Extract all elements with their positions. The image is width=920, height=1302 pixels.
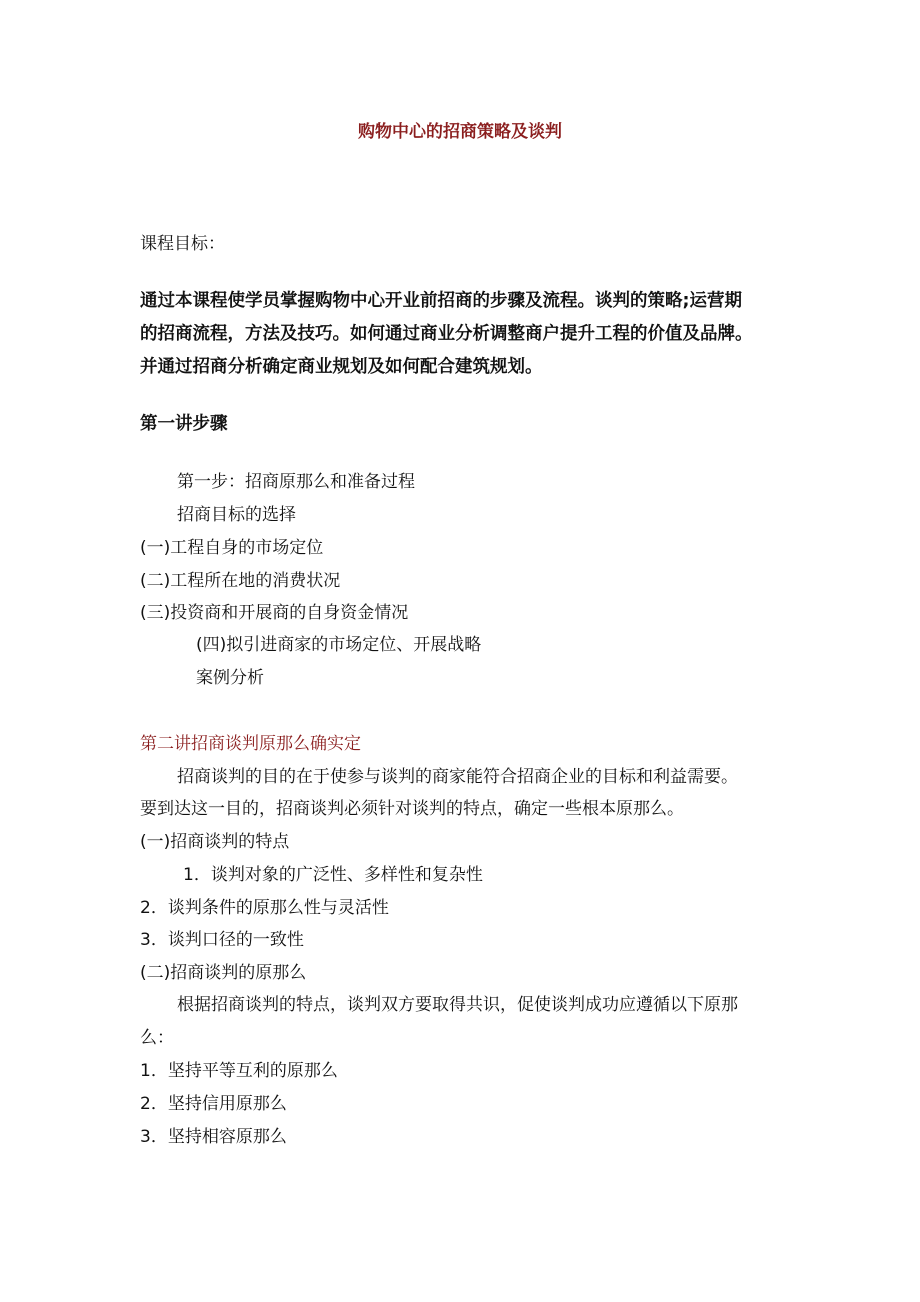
goal-paragraph-line: 通过本课程使学员掌握购物中心开业前招商的步骤及流程。谈判的策略;运营期 (140, 291, 742, 311)
lecture1-item: (三)投资商和开展商的自身资金情况 (140, 603, 409, 623)
section1-item: 1．谈判对象的广泛性、多样性和复杂性 (183, 865, 483, 885)
lecture1-case: 案例分析 (196, 668, 264, 688)
lecture2-heading: 第二讲招商谈判原那么确实定 (140, 734, 361, 754)
lecture1-heading: 第一讲步骤 (140, 414, 228, 434)
lecture2-intro-line: 要到达这一目的，招商谈判必须针对谈判的特点，确定一些根本原那么。 (140, 799, 684, 819)
lecture1-item: (四)拟引进商家的市场定位、开展战略 (196, 635, 482, 655)
section1-item: 3．谈判口径的一致性 (140, 930, 304, 950)
document-title: 购物中心的招商策略及谈判 (358, 122, 562, 142)
section2-intro-line: 么： (140, 1028, 174, 1048)
goal-paragraph-line: 的招商流程，方法及技巧。如何通过商业分析调整商户提升工程的价值及品牌。 (140, 324, 753, 344)
lecture1-step1: 第一步：招商原那么和准备过程 (177, 472, 415, 492)
lecture1-item: (一)工程自身的市场定位 (140, 538, 324, 558)
section2-item: 2．坚持信用原那么 (140, 1094, 287, 1114)
lecture1-item: (二)工程所在地的消费状况 (140, 571, 341, 591)
lecture2-intro-line: 招商谈判的目的在于使参与谈判的商家能符合招商企业的目标和利益需要。 (177, 767, 738, 787)
section1-item: 2．谈判条件的原那么性与灵活性 (140, 898, 389, 918)
goal-paragraph-line: 并通过招商分析确定商业规划及如何配合建筑规划。 (140, 357, 543, 377)
section2-intro-line: 根据招商谈判的特点，谈判双方要取得共识，促使谈判成功应遵循以下原那 (177, 995, 738, 1015)
section2-title: (二)招商谈判的原那么 (140, 963, 307, 983)
lecture1-subheading: 招商目标的选择 (177, 505, 296, 525)
section1-title: (一)招商谈判的特点 (140, 832, 290, 852)
section2-item: 1．坚持平等互利的原那么 (140, 1061, 338, 1081)
section2-item: 3．坚持相容原那么 (140, 1127, 287, 1147)
course-goal-label: 课程目标： (140, 234, 225, 254)
